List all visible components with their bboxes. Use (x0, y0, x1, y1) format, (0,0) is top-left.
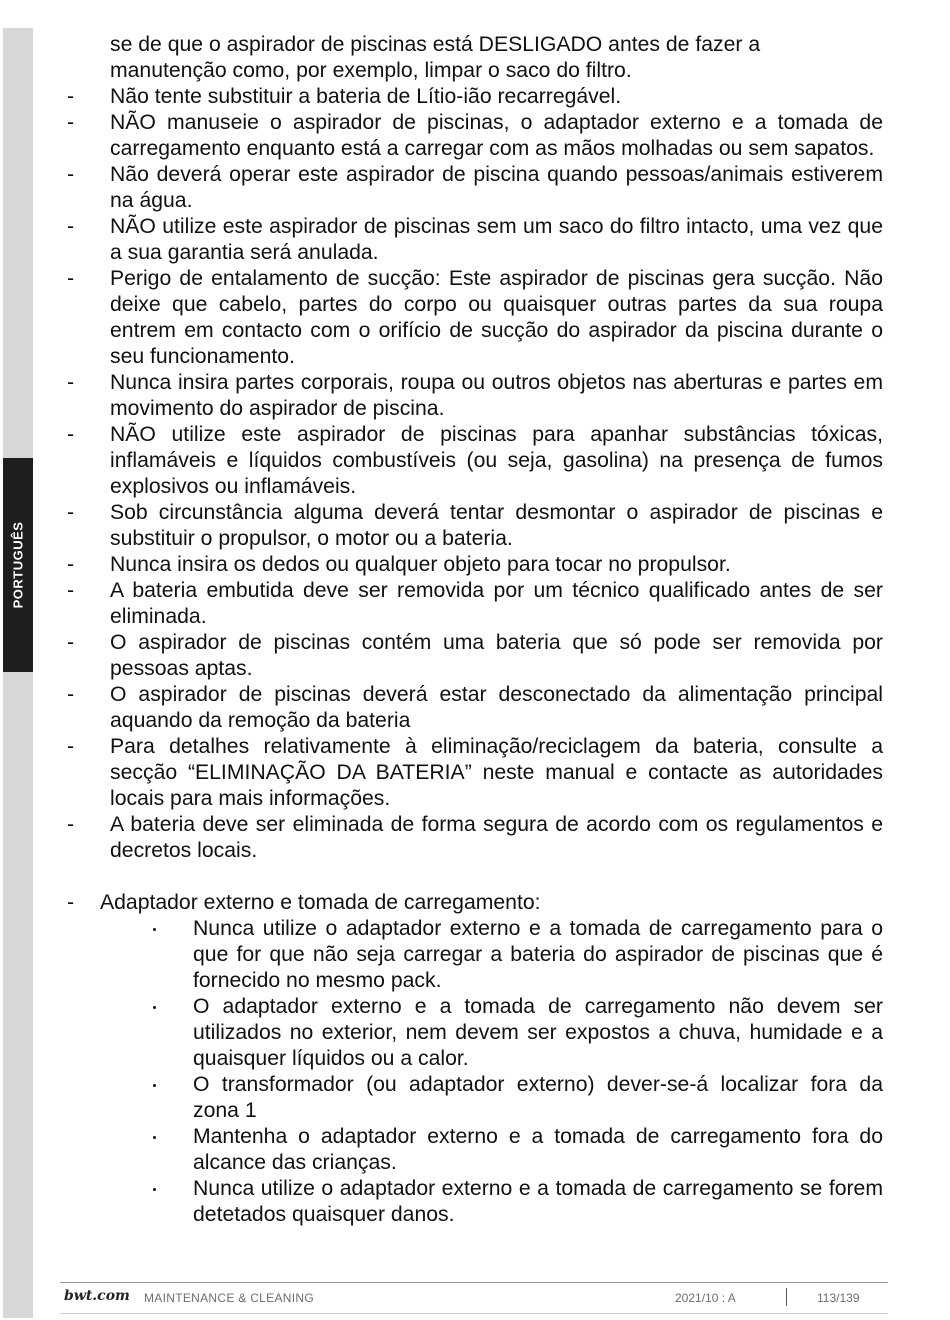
bullet-dot-icon (153, 1136, 156, 1139)
list-item: - NÃO manuseie o aspirador de piscinas, o adaptador externo e a tomada de carregamento enquanto está a carregar com as mãos molhadas ou sem sapatos. (67, 111, 883, 160)
list-item: - O aspirador de piscinas deverá estar desconectado da alimentação principal aquando da remoção da bateria (67, 683, 883, 732)
bullet-dot-icon (153, 928, 156, 931)
list-item: - A bateria deve ser eliminada de forma segura de acordo com os regulamentos e decretos locais. (67, 813, 883, 862)
bullet-item: Mantenha o adaptador externo e a tomada de carregamento fora do alcance das crianças. (193, 1124, 883, 1176)
side-band (3, 28, 33, 1318)
footer-section-title: MAINTENANCE & CLEANING (144, 1291, 314, 1305)
list-item: - Para detalhes relativamente à eliminação/reciclagem da bateria, consulte a secção “ELIMINAÇÃO DA BATERIA” neste manual e contacte as autoridades locais para mais informações. (67, 735, 883, 810)
list-item: - Sob circunstância alguma deverá tentar desmontar o aspirador de piscinas e substituir o propulsor, o motor ou a bateria. (67, 501, 883, 550)
bullet-dot-icon (153, 1188, 156, 1191)
bullet-item: O transformador (ou adaptador externo) dever-se-á localizar fora da zona 1 (193, 1072, 883, 1124)
list-item: - NÃO utilize este aspirador de piscinas sem um saco do filtro intacto, uma vez que a sua garantia será anulada. (67, 215, 883, 264)
list-item: - A bateria embutida deve ser removida por um técnico qualificado antes de ser eliminada. (67, 579, 883, 628)
list-item: - Não deverá operar este aspirador de piscina quando pessoas/animais estiverem na água. (67, 163, 883, 212)
bullet-item: Nunca utilize o adaptador externo e a tomada de carregamento para o que for que não seja carregar a bateria do aspirador de piscinas que é fornecido no mesmo pack. (193, 916, 883, 994)
adapter-bullet-list (60, 916, 883, 1228)
list-item: - O aspirador de piscinas contém uma bateria que só pode ser removida por pessoas aptas. (67, 631, 883, 680)
adapter-heading: - Adaptador externo e tomada de carregamento: (67, 891, 541, 914)
bullet-item: O adaptador externo e a tomada de carregamento não devem ser utilizados no exterior, nem devem ser expostos a chuva, humidade e a quaisquer líquidos ou a calor. (193, 994, 883, 1072)
footer-divider (786, 1288, 787, 1306)
bullet-item: Nunca utilize o adaptador externo e a tomada de carregamento se forem detetados quaisquer danos. (193, 1176, 883, 1228)
list-item: - Nunca insira partes corporais, roupa ou outros objetos nas aberturas e partes em movimento do aspirador de piscina. (67, 371, 883, 420)
footer-revision: 2021/10 : A (675, 1291, 736, 1305)
intro-line-1: se de que o aspirador de piscinas está DESLIGADO antes de fazer a (110, 33, 761, 56)
intro-line-2: manutenção como, por exemplo, limpar o saco do filtro. (110, 59, 632, 82)
page-number: 113/139 (817, 1291, 860, 1305)
list-item: - NÃO utilize este aspirador de piscinas para apanhar substâncias tóxicas, inflamáveis e líquidos combustíveis (ou seja, gasolina) na presença de fumos explosivos ou inflamáveis. (67, 423, 883, 498)
spacer (60, 864, 883, 890)
list-item: - Não tente substituir a bateria de Lítio-ião recarregável. (67, 85, 622, 108)
brand-logo: bwt.com (64, 1288, 130, 1304)
language-tab-label: PORTUGUÊS (10, 521, 26, 609)
page-content (60, 32, 883, 1228)
bullet-dot-icon (153, 1006, 156, 1009)
list-item: - Nunca insira os dedos ou qualquer objeto para tocar no propulsor. (67, 553, 731, 576)
page-footer (60, 1282, 888, 1314)
bullet-dot-icon (153, 1084, 156, 1087)
list-item: - Perigo de entalamento de sucção: Este aspirador de piscinas gera sucção. Não deixe que cabelo, partes do corpo ou quaisquer outras partes da sua roupa entrem em contacto com o orifício de sucção do aspirador da piscina durante o seu funcionamento. (67, 267, 883, 368)
